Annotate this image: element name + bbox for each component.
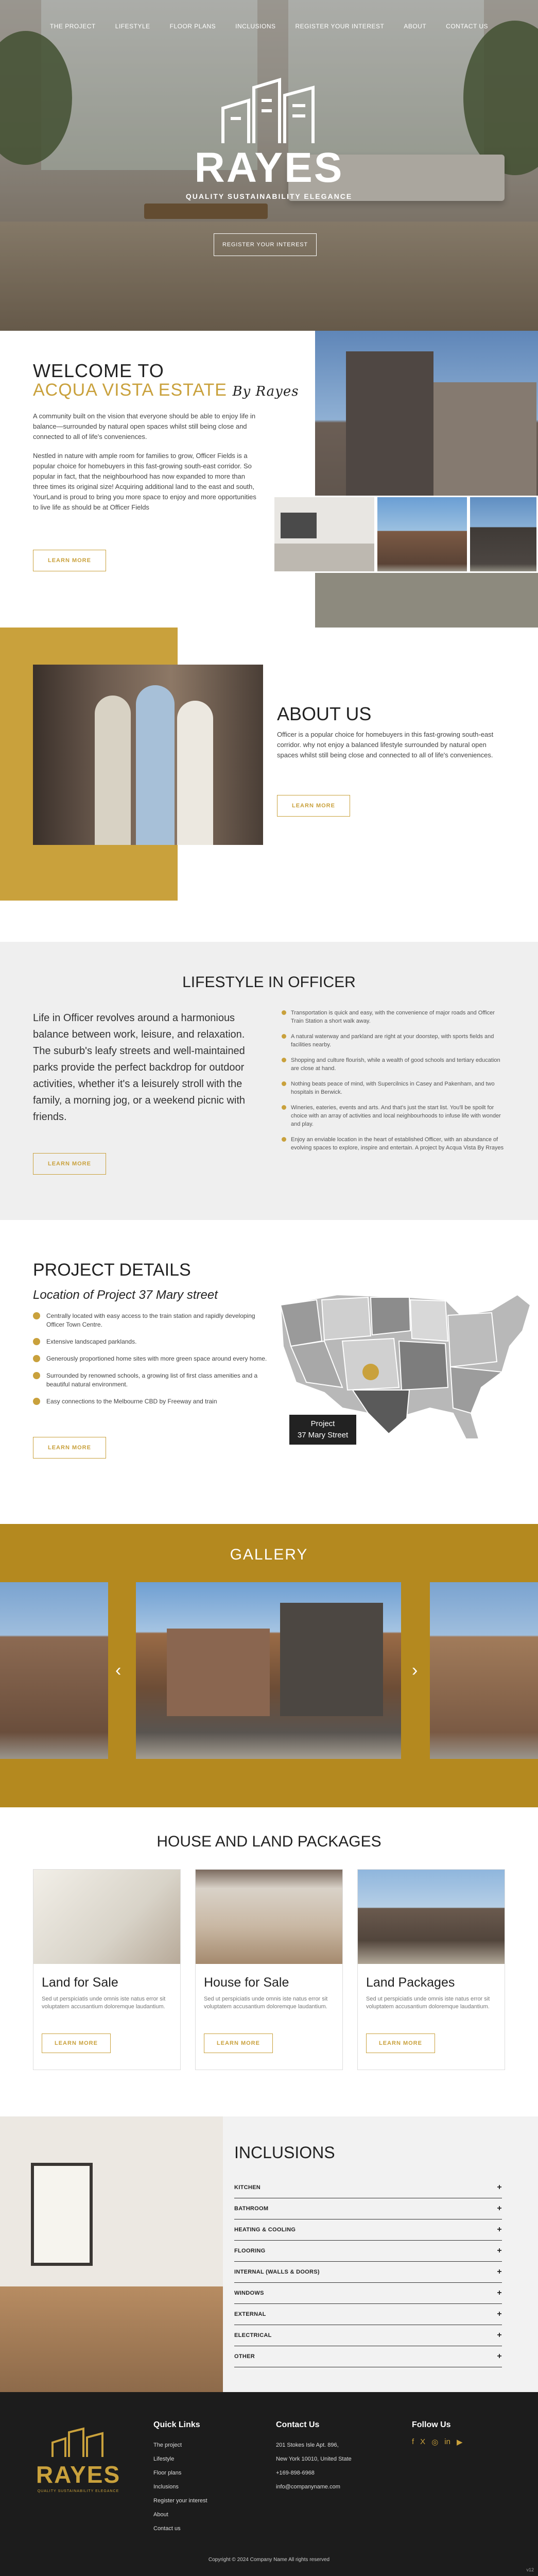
welcome-building-photo [315,331,538,628]
card-learn-more-button[interactable]: LEARN MORE [42,2033,111,2053]
welcome-title: WELCOME TO [33,360,164,381]
instagram-icon[interactable]: ◎ [431,2438,439,2447]
footer-link[interactable]: Contact us [153,2526,181,2532]
card-description: Sed ut perspiciatis unde omnis iste natus error sit voluptatem accusantium doloremque laudantium. [204,1996,328,2010]
card-title: Land Packages [366,1975,455,1990]
accordion-item-flooring[interactable] [234,2241,502,2262]
footer-link[interactable]: About [153,2512,168,2518]
package-card-packages[interactable] [357,1869,505,2070]
list-item: Enjoy an enviable location in the heart of established Officer, with an abundance of evolving spaces to explore, inspire and entertain. A project by Acqua Vista By Rrayes [281,1136,507,1152]
welcome-learn-more-button[interactable]: LEARN MORE [33,550,106,571]
welcome-townhouse-photo [468,496,538,573]
estate-name: ACQUA VISTA ESTATE [33,380,227,400]
contact-address: 201 Stokes Isle Apt. 896, [276,2442,339,2448]
nav-item-about[interactable]: ABOUT [404,23,427,30]
lifestyle-learn-more-button[interactable]: LEARN MORE [33,1153,106,1175]
project-pin-icon[interactable] [362,1364,379,1380]
welcome-section [0,331,538,628]
footer-link[interactable]: The project [153,2442,182,2448]
plus-icon[interactable]: + [497,2246,502,2255]
accordion-item-kitchen[interactable] [234,2177,502,2198]
list-item: Nothing beats peace of mind, with Supercilnics in Casey and Pakenham, and two hospitals in Berwick. [281,1080,507,1096]
footer-link[interactable]: Register your interest [153,2498,207,2504]
main-nav [0,23,538,30]
gallery-next-arrow[interactable]: › [412,1660,418,1680]
footer-logo[interactable] [32,2427,125,2493]
welcome-house-photo [376,496,468,573]
accordion-label: INTERNAL (WALLS & DOORS) [234,2269,320,2275]
by-rayes-script: By Rayes [232,384,299,399]
nav-item-register[interactable]: REGISTER YOUR INTEREST [295,23,385,30]
accordion-item-external[interactable] [234,2304,502,2325]
gallery-slide-next[interactable] [430,1582,538,1759]
card-learn-more-button[interactable]: LEARN MORE [366,2033,435,2053]
about-text: Officer is a popular choice for homebuyers in this fast-growing south-east corridor. why not enjoy a balanced lifestyle surrounded by natural open spaces whilst still being close and connected to all of life's conveniences. [277,731,494,759]
card-title: Land for Sale [42,1975,118,1990]
project-location [33,1288,218,1302]
plus-icon[interactable]: + [497,2225,502,2234]
accordion-item-bathroom[interactable] [234,2198,502,2219]
footer-link[interactable]: Inclusions [153,2484,179,2490]
nav-item-contact[interactable]: CONTACT US [446,23,489,30]
project-section [0,1220,538,1524]
contact-address: New York 10010, United State [276,2456,352,2462]
card-learn-more-button[interactable]: LEARN MORE [204,2033,273,2053]
location-prefix: Location of Project [33,1288,135,1302]
contact-list [276,2438,352,2494]
gallery-slide-main[interactable] [136,1582,401,1759]
accordion-item-heating[interactable] [234,2219,502,2241]
list-item: Shopping and culture flourish, while a wealth of good schools and tertiary education are close at hand. [281,1056,507,1073]
plus-icon[interactable]: + [497,2310,502,2318]
inclusions-accordion [234,2177,502,2367]
accordion-item-windows[interactable] [234,2283,502,2304]
accordion-label: BATHROOM [234,2206,269,2212]
accordion-label: FLOORING [234,2248,266,2254]
accordion-item-electrical[interactable] [234,2325,502,2346]
gallery-prev-arrow[interactable]: ‹ [115,1660,122,1680]
nav-item-lifestyle[interactable]: LIFESTYLE [115,23,150,30]
list-item: Wineries, eateries, events and arts. And that's just the start list. You'll be spoilt for choice with an array of activities and local neighbourhoods to infuse life with wonder and play. [281,1104,507,1128]
lifestyle-title: LIFESTYLE IN OFFICER [182,974,356,991]
site-footer [0,2392,538,2576]
x-icon[interactable]: X [420,2437,426,2446]
welcome-paragraph-2: Nestled in nature with ample room for families to grow, Officer Fields is a popular choice for homebuyers in this fast-growing south-east corridor. So popular in fact, that the neighbourhood has now expanded to more than three times its original size! Acquiring additional land to the east and south, YourLand is proud to bring you more space to enjoy and more opportunities to live life as should be at Officer Fields [33,452,256,511]
hero-logo-word: RAYES [194,144,344,191]
list-item: Centrally located with easy access to the train station and rapidly developing Officer Town Centre. [33,1312,270,1329]
about-people-photo [33,665,263,845]
gallery-title: GALLERY [230,1546,308,1563]
footer-link[interactable]: Floor plans [153,2470,182,2476]
list-item: Surrounded by renowned schools, a growing list of first class amenities and a beautiful natural environment. [33,1371,270,1389]
inclusions-title: INCLUSIONS [234,2143,335,2162]
list-item: A natural waterway and parkland are right at your doorstep, with sports fields and facilities nearby. [281,1032,507,1049]
land-plan-photo [33,1870,180,1964]
hero-logo-tagline: QUALITY SUSTAINABILITY ELEGANCE [185,192,353,200]
location-address: 37 Mary street [138,1288,218,1302]
house-exterior-photo [358,1870,505,1964]
plus-icon[interactable]: + [497,2331,502,2340]
list-item: Transportation is quick and easy, with the convenience of major roads and Officer Train Station a short walk away. [281,1009,507,1025]
about-section [0,628,538,942]
facebook-icon[interactable]: f [412,2437,414,2446]
inclusions-room-photo [0,2116,223,2392]
hero-section [0,0,538,331]
accordion-label: ELECTRICAL [234,2332,272,2338]
map-project-label [289,1415,356,1445]
lifestyle-section [0,942,538,1220]
buildings-logo-icon [213,77,326,144]
footer-logo-tagline: QUALITY SUSTAINABILITY ELEGANCE [37,2489,119,2493]
gallery-section [0,1524,538,1807]
buildings-logo-icon [32,2427,125,2458]
social-links [412,2437,463,2447]
accordion-label: WINDOWS [234,2290,264,2296]
accordion-item-internal[interactable] [234,2262,502,2283]
card-description: Sed ut perspiciatis unde omnis iste natus error sit voluptatem accusantium doloremque laudantium. [366,1996,490,2010]
linkedin-icon[interactable]: in [444,2437,450,2446]
lifestyle-points [281,1009,507,1159]
card-title: House for Sale [204,1975,289,1990]
project-points [33,1312,270,1414]
accordion-label: KITCHEN [234,2184,261,2191]
welcome-subtitle [33,380,299,400]
footer-logo-word: RAYES [36,2461,121,2488]
list-item: Easy connections to the Melbourne CBD by Freeway and train [33,1397,270,1406]
lifestyle-lead: Life in Officer revolves around a harmonious balance between work, leisure, and relaxation. The suburb's leafy streets and well-maintained parks provide the perfect backdrop for outdoor activities, whether it's a leisurely stroll with the family, a morning jog, or a weekend picnic with friends. [33,1012,246,1123]
packages-section [0,1807,538,2116]
plus-icon[interactable]: + [497,2183,502,2192]
accordion-label: HEATING & COOLING [234,2227,296,2233]
list-item: Extensive landscaped parklands. [33,1337,270,1346]
hero-logo [170,77,368,200]
quick-links-title: Quick Links [153,2420,200,2429]
plus-icon[interactable]: + [497,2289,502,2297]
package-card-land[interactable] [33,1869,181,2070]
contact-phone[interactable]: +169-898-6968 [276,2470,315,2476]
project-title: PROJECT DETAILS [33,1260,191,1280]
copyright-text: Copyright © 2024 Company Name All rights reserved [208,2557,330,2563]
about-learn-more-button[interactable]: LEARN MORE [277,795,350,817]
accordion-item-other[interactable] [234,2346,502,2367]
about-title: ABOUT US [277,703,372,724]
welcome-interior-photo [273,496,376,573]
gallery-slide-prev[interactable] [0,1582,108,1759]
nav-item-inclusions[interactable]: INCLUSIONS [235,23,276,30]
accordion-label: EXTERNAL [234,2311,266,2317]
packages-title: HOUSE AND LAND PACKAGES [157,1833,381,1850]
plus-icon[interactable]: + [497,2267,502,2276]
package-card-house[interactable] [195,1869,343,2070]
welcome-paragraph-1: A community built on the vision that everyone should be able to enjoy life in balance—surrounded by natural open spaces whilst still being close and connected to all of life's conveniences. [33,412,256,440]
card-description: Sed ut perspiciatis unde omnis iste natus error sit voluptatem accusantium doloremque laudantium. [42,1996,166,2010]
inclusions-section [0,2116,538,2392]
project-learn-more-button[interactable]: LEARN MORE [33,1437,106,1459]
plus-icon[interactable]: + [497,2204,502,2213]
contact-title: Contact Us [276,2420,320,2429]
accordion-label: OTHER [234,2353,255,2360]
plus-icon[interactable]: + [497,2352,502,2361]
version-badge: v12 [526,2567,534,2572]
contact-email[interactable]: info@companyname.com [276,2484,340,2490]
map-label-address: 37 Mary Street [297,1431,349,1439]
register-interest-button[interactable]: REGISTER YOUR INTEREST [214,233,317,256]
house-interior-photo [196,1870,342,1964]
footer-link[interactable]: Lifestyle [153,2456,175,2462]
follow-title: Follow Us [412,2420,451,2429]
nav-item-project[interactable]: THE PROJECT [49,23,96,30]
nav-item-floor-plans[interactable]: FLOOR PLANS [169,23,216,30]
quick-links-list [153,2438,207,2536]
youtube-icon[interactable]: ▶ [456,2438,463,2447]
list-item: Generously proportioned home sites with more green space around every home. [33,1354,270,1363]
map-label-title: Project [310,1419,335,1428]
